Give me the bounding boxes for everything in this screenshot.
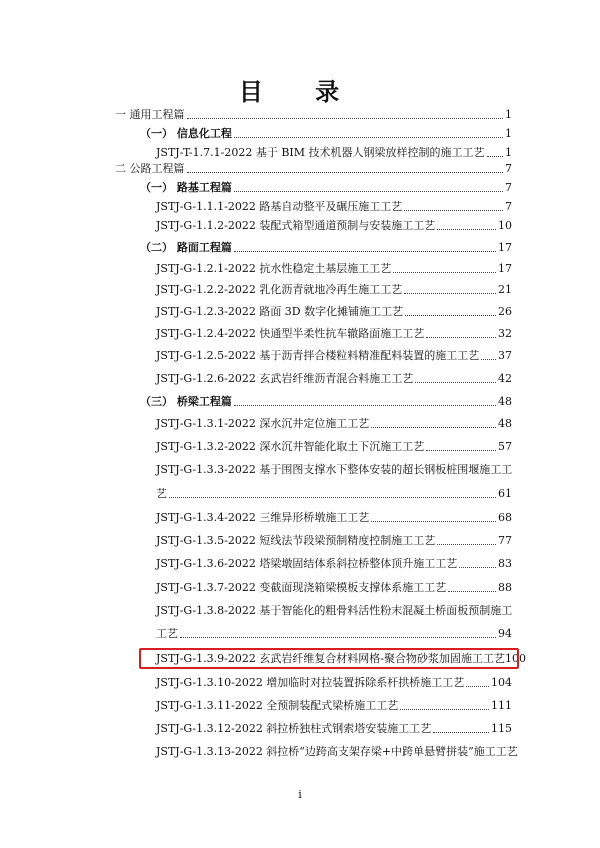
dot-leader bbox=[180, 636, 496, 638]
toc-entry-title: JSTJ-G-1.3.9-2022 玄武岩纤维复合材料网格-聚合物砂浆加固施工工艺 bbox=[156, 652, 506, 665]
toc-entry-page: 1 bbox=[505, 146, 512, 159]
toc-entry-title: JSTJ-G-1.1.2-2022 装配式箱型通道预制与安装施工工艺 bbox=[156, 219, 436, 232]
dot-leader bbox=[400, 708, 489, 710]
highlight-box bbox=[139, 648, 519, 669]
toc-entry[interactable] bbox=[156, 577, 512, 595]
dot-leader bbox=[393, 271, 496, 273]
dot-leader bbox=[426, 336, 496, 338]
toc-entry-title: 艺 bbox=[156, 487, 167, 500]
toc-entry-title: JSTJ-G-1.3.2-2022 深水沉井智能化取土下沉施工工艺 bbox=[156, 440, 425, 453]
toc-entry-title: JSTJ-G-1.1.1-2022 路基自动整平及碾压施工工艺 bbox=[156, 200, 403, 213]
dot-leader bbox=[234, 136, 503, 138]
toc-entry[interactable] bbox=[156, 459, 512, 477]
toc-entry[interactable] bbox=[156, 215, 512, 233]
toc-entry[interactable] bbox=[156, 483, 512, 501]
toc-entry-title: JSTJ-G-1.2.2-2022 乳化沥青就地冷再生施工工艺 bbox=[156, 283, 403, 296]
toc-entry-page: 10 bbox=[498, 219, 512, 232]
toc-entry-title: JSTJ-G-1.3.4-2022 三维异形桥墩施工工艺 bbox=[156, 511, 370, 524]
dot-leader bbox=[187, 117, 504, 119]
toc-entry[interactable] bbox=[156, 345, 512, 363]
toc-entry-page: 48 bbox=[498, 417, 512, 430]
toc-entry-title: （三） 桥梁工程篇 bbox=[140, 395, 232, 408]
toc-entry-title: 二 公路工程篇 bbox=[115, 162, 185, 175]
toc-entry-page: 48 bbox=[498, 395, 512, 408]
toc-entry-page: 7 bbox=[505, 181, 512, 194]
dot-leader bbox=[187, 171, 504, 173]
toc-entry-page: 88 bbox=[498, 581, 512, 594]
toc-entry-title: JSTJ-G-1.3.1-2022 深水沉井定位施工工艺 bbox=[156, 417, 370, 430]
toc-entry-title: 一 通用工程篇 bbox=[115, 108, 185, 121]
toc-entry-page: 21 bbox=[498, 283, 512, 296]
toc-entry-page: 94 bbox=[498, 627, 512, 640]
toc-entry-page: 1 bbox=[505, 108, 512, 121]
toc-entry-title: JSTJ-G-1.3.7-2022 变截面现浇箱梁模板支撑体系施工工艺 bbox=[156, 581, 447, 594]
dot-leader bbox=[234, 250, 496, 252]
toc-entry[interactable] bbox=[156, 258, 512, 276]
toc-entry-page: 1 bbox=[505, 127, 512, 140]
dot-leader bbox=[433, 731, 489, 733]
toc-entry-page: 17 bbox=[498, 241, 512, 254]
dot-leader bbox=[234, 190, 503, 192]
toc-entry[interactable] bbox=[156, 323, 512, 341]
toc-entry-title: 工艺 bbox=[156, 627, 178, 640]
toc-entry-page: 57 bbox=[498, 440, 512, 453]
toc-entry-title: JSTJ-G-1.2.4-2022 快通型半柔性抗车辙路面施工工艺 bbox=[156, 327, 425, 340]
toc-entry-title: JSTJ-G-1.3.11-2022 全预制装配式梁桥施工工艺 bbox=[156, 699, 399, 712]
toc-entry-page: 7 bbox=[505, 200, 512, 213]
toc-entry[interactable] bbox=[156, 600, 512, 618]
toc-entry[interactable] bbox=[140, 177, 512, 195]
toc-entry[interactable] bbox=[156, 553, 512, 571]
toc-entry[interactable] bbox=[156, 695, 512, 713]
toc-entry[interactable] bbox=[140, 123, 512, 141]
toc-entry-page: 26 bbox=[498, 305, 512, 318]
toc-entry-title: JSTJ-G-1.3.12-2022 斜拉桥独柱式钢索塔安装施工工艺 bbox=[156, 722, 432, 735]
toc-entry[interactable] bbox=[115, 158, 512, 176]
toc-entry[interactable] bbox=[156, 436, 512, 454]
toc-entry[interactable] bbox=[156, 196, 512, 214]
toc-entry[interactable] bbox=[156, 623, 512, 641]
dot-leader bbox=[466, 685, 489, 687]
toc-entry-page: 61 bbox=[498, 487, 512, 500]
dot-leader bbox=[371, 520, 496, 522]
page-number: i bbox=[298, 788, 302, 801]
dot-leader bbox=[169, 496, 496, 498]
toc-entry-page: 115 bbox=[491, 722, 512, 735]
toc-entry-title: JSTJ-G-1.3.8-2022 基于智能化的粗骨料活性粉末混凝土桥面板预制施工 bbox=[156, 604, 513, 617]
toc-entry-page: 77 bbox=[498, 534, 512, 547]
toc-entry[interactable] bbox=[156, 672, 512, 690]
dot-leader bbox=[234, 404, 496, 406]
toc-entry-title: JSTJ-G-1.2.1-2022 抗水性稳定土基层施工工艺 bbox=[156, 262, 392, 275]
dot-leader bbox=[487, 155, 503, 157]
toc-entry[interactable] bbox=[115, 104, 512, 122]
toc-entry-page: 111 bbox=[491, 699, 512, 712]
toc-entry[interactable] bbox=[156, 301, 512, 319]
toc-entry-page: 104 bbox=[491, 676, 512, 689]
toc-entry-title: （一） 路基工程篇 bbox=[140, 181, 232, 194]
toc-entry-title: JSTJ-G-1.3.6-2022 塔梁墩固结体系斜拉桥整体顶升施工工艺 bbox=[156, 557, 458, 570]
toc-entry-title: JSTJ-G-1.3.13-2022 斜拉桥“边跨高支架存梁+中跨单悬臂拼装”施工工艺 bbox=[156, 745, 518, 758]
toc-entry-page: 37 bbox=[498, 349, 512, 362]
toc-entry[interactable] bbox=[156, 368, 512, 386]
dot-leader bbox=[481, 358, 496, 360]
toc-entry[interactable] bbox=[156, 530, 512, 548]
dot-leader bbox=[405, 314, 496, 316]
toc-entry-title: JSTJ-T-1.7.1-2022 基于 BIM 技术机器人钢梁放样控制的施工工艺 bbox=[156, 146, 485, 159]
page-title: 目 录 bbox=[238, 77, 362, 106]
toc-entry-title: JSTJ-G-1.3.10-2022 增加临时对拉装置拆除系杆拱桥施工工艺 bbox=[156, 676, 465, 689]
toc-entry[interactable] bbox=[156, 741, 518, 759]
toc-entry[interactable] bbox=[156, 507, 512, 525]
dot-leader bbox=[459, 566, 496, 568]
dot-leader bbox=[415, 381, 496, 383]
dot-leader bbox=[426, 449, 496, 451]
toc-entry-page: 100 bbox=[505, 652, 527, 665]
toc-entry-title: （一） 信息化工程 bbox=[140, 127, 232, 140]
toc-entry-page: 7 bbox=[505, 162, 512, 175]
toc-entry-page: 68 bbox=[498, 511, 512, 524]
toc-entry-page: 83 bbox=[498, 557, 512, 570]
toc-entry-title: JSTJ-G-1.2.6-2022 玄武岩纤维沥青混合料施工工艺 bbox=[156, 372, 414, 385]
toc-entry[interactable] bbox=[156, 413, 512, 431]
toc-entry-title: JSTJ-G-1.2.3-2022 路面 3D 数字化摊铺施工工艺 bbox=[156, 305, 404, 318]
toc-entry[interactable] bbox=[156, 279, 512, 297]
toc-entry-page: 32 bbox=[498, 327, 512, 340]
toc-entry[interactable] bbox=[140, 237, 512, 255]
dot-leader bbox=[404, 209, 503, 211]
toc-entry-title: JSTJ-G-1.3.3-2022 基于围图支撑水下整体安装的超长钢板桩围堰施工工 bbox=[156, 463, 513, 476]
dot-leader bbox=[437, 543, 496, 545]
toc-entry-title: （二） 路面工程篇 bbox=[140, 241, 232, 254]
dot-leader bbox=[437, 228, 496, 230]
toc-entry-page: 17 bbox=[498, 262, 512, 275]
dot-leader bbox=[404, 292, 496, 294]
toc-entry-title: JSTJ-G-1.2.5-2022 基于沥青拌合楼粒料精准配料装置的施工工艺 bbox=[156, 349, 480, 362]
toc-entry[interactable] bbox=[140, 391, 512, 409]
toc-entry[interactable] bbox=[156, 718, 512, 736]
toc-entry-title: JSTJ-G-1.3.5-2022 短线法节段梁预制精度控制施工工艺 bbox=[156, 534, 436, 547]
toc-entry-page: 42 bbox=[498, 372, 512, 385]
dot-leader bbox=[448, 590, 496, 592]
dot-leader bbox=[371, 426, 496, 428]
